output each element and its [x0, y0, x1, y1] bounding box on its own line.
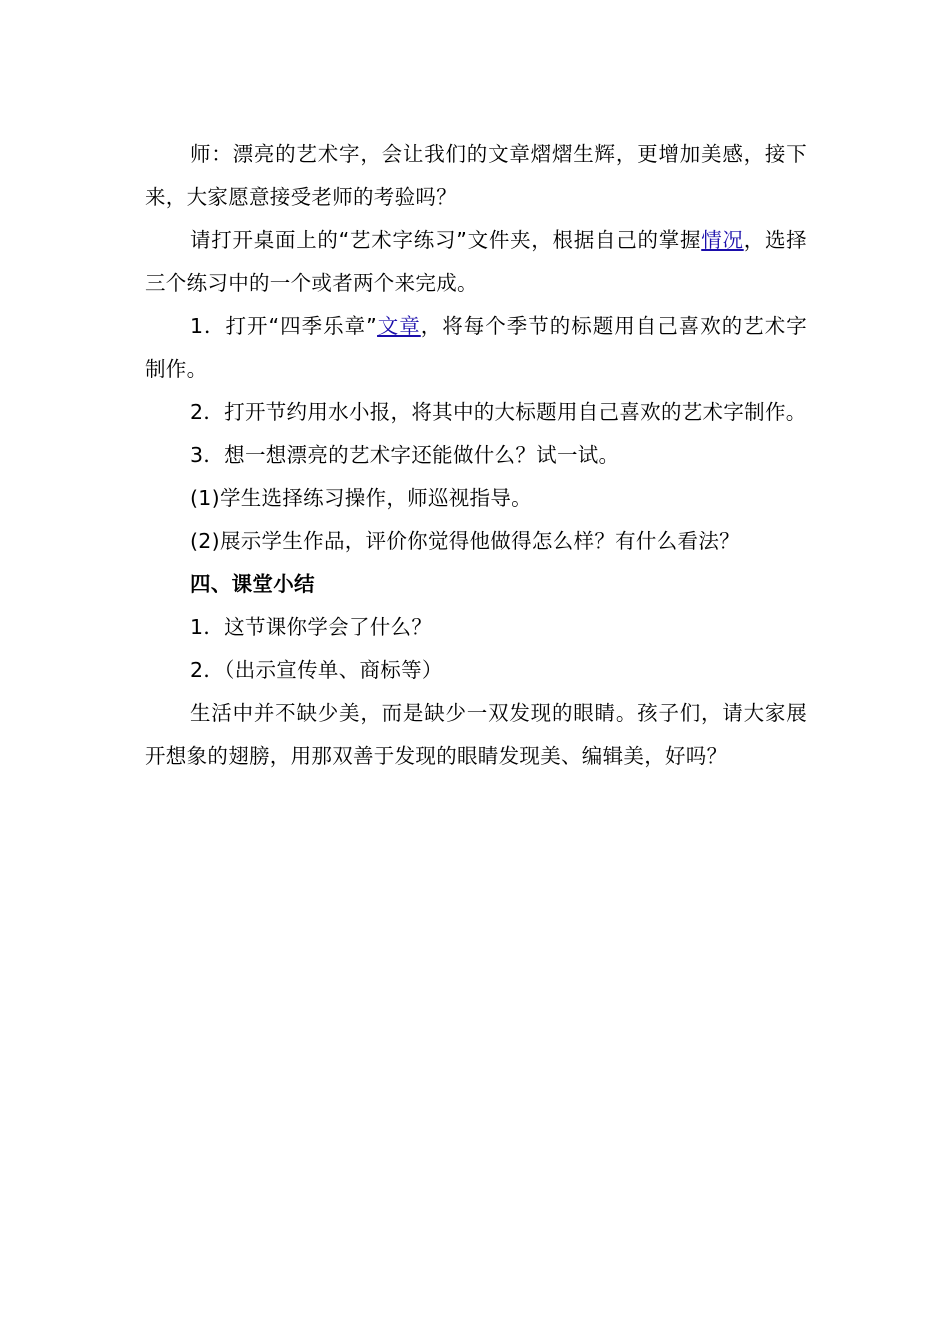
paragraph-step-1 — [145, 477, 807, 520]
paragraph-closing — [145, 692, 807, 778]
paragraph-exercise-1 — [145, 305, 807, 391]
paragraph-summary-2-text: 2．（出示宣传单、商标等） — [190, 658, 443, 682]
paragraph-exercise-1-text-a: 1．打开“四季乐章” — [190, 314, 378, 338]
paragraph-exercise-1-text-b: ，将每个季节的标题用自己喜欢的艺术字制作。 — [145, 314, 807, 381]
paragraph-teacher-intro-text: 师：漂亮的艺术字，会让我们的文章熠熠生辉，更增加美感，接下来，大家愿意接受老师的考验吗？ — [145, 142, 807, 209]
link-qingkuang[interactable]: 情况 — [701, 228, 744, 252]
paragraph-teacher-intro — [145, 133, 807, 219]
document-body — [145, 133, 807, 778]
paragraph-summary-1 — [145, 606, 807, 649]
section-heading-summary-text: 四、课堂小结 — [190, 572, 315, 596]
paragraph-summary-1-text: 1．这节课你学会了什么？ — [190, 615, 433, 639]
paragraph-step-2-text: (2)展示学生作品，评价你觉得他做得怎么样？有什么看法？ — [190, 529, 740, 553]
paragraph-exercise-3 — [145, 434, 807, 477]
paragraph-exercise-2-text: 2．打开节约用水小报，将其中的大标题用自己喜欢的艺术字制作。 — [190, 400, 807, 424]
paragraph-open-folder-text-b: ，选择三个练习中的一个或者两个来完成。 — [145, 228, 807, 295]
link-wenzhang[interactable]: 文章 — [377, 314, 421, 338]
paragraph-open-folder — [145, 219, 807, 305]
paragraph-step-2 — [145, 520, 807, 563]
paragraph-exercise-2 — [145, 391, 807, 434]
paragraph-closing-text: 生活中并不缺少美，而是缺少一双发现的眼睛。孩子们，请大家展开想象的翅膀，用那双善于发现的眼睛发现美、编辑美，好吗？ — [145, 701, 807, 768]
section-heading-summary — [145, 563, 807, 606]
paragraph-summary-2 — [145, 649, 807, 692]
paragraph-open-folder-text-a: 请打开桌面上的“艺术字练习”文件夹，根据自己的掌握 — [190, 228, 702, 252]
paragraph-step-1-text: (1)学生选择练习操作，师巡视指导。 — [190, 486, 532, 510]
paragraph-exercise-3-text: 3．想一想漂亮的艺术字还能做什么？试一试。 — [190, 443, 620, 467]
